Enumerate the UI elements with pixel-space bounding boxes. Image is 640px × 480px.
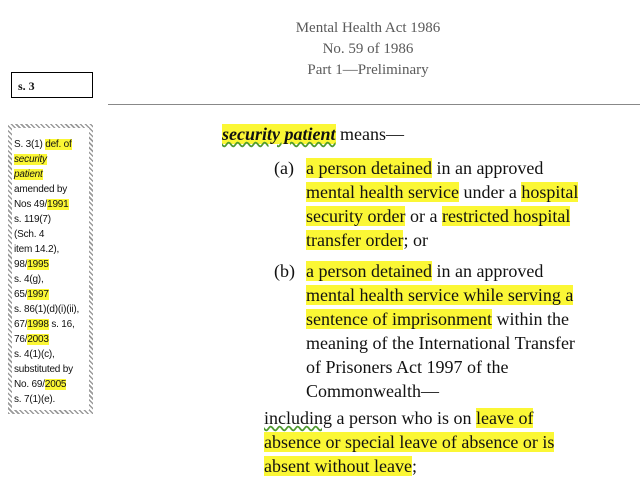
text-run: substituted by <box>14 364 73 375</box>
paragraph-a-text <box>306 156 578 252</box>
highlighted-text: 1997 <box>27 289 49 300</box>
paragraph-b-line <box>306 307 575 331</box>
trailer-line <box>264 454 554 478</box>
paragraph-a-line <box>306 156 578 180</box>
text-run: amended by <box>14 184 68 195</box>
margin-note-text <box>14 137 87 407</box>
text-run: 67/ <box>14 319 28 330</box>
text-run: in an approved <box>431 158 544 178</box>
highlighted-text: 2005 <box>44 379 67 390</box>
highlighted-text: absence or special leave of absence or is <box>264 432 555 452</box>
paragraph-b-line <box>306 259 575 283</box>
definition-heading <box>222 122 404 146</box>
highlighted-text: 2003 <box>27 334 49 345</box>
text-run: ; or <box>403 230 428 250</box>
header-divider <box>108 104 640 105</box>
act-title: Mental Health Act 1986 <box>295 20 441 36</box>
highlighted-text: security order <box>306 206 406 226</box>
text-run: of Prisoners Act 1997 of the <box>306 357 509 377</box>
highlighted-text: def. of <box>45 139 72 150</box>
text-run: s. 7(1)(e). <box>14 394 56 405</box>
paragraph-b-line <box>306 283 575 307</box>
highlighted-text: transfer order <box>306 230 404 250</box>
paragraph-a-line <box>306 180 578 204</box>
text-run: in an approved <box>431 261 544 281</box>
text-run: within the <box>491 309 569 329</box>
highlighted-text: leave of <box>475 408 534 428</box>
page-header <box>250 18 486 81</box>
section-reference-box <box>11 72 93 98</box>
trailer-line <box>264 430 554 454</box>
highlighted-text: patient <box>14 169 43 180</box>
text-run: meaning of the International Transfer <box>306 333 575 353</box>
paragraph-a-label: (a) <box>274 158 294 178</box>
part-heading: Part 1—Preliminary <box>307 62 429 78</box>
paragraph-b-text <box>306 259 575 403</box>
highlighted-text: mental health service <box>306 182 459 202</box>
act-number: No. 59 of 1986 <box>322 41 414 57</box>
text-run: s. 16, <box>48 319 75 330</box>
trailer-line <box>264 406 554 430</box>
text-run: 65/ <box>14 289 28 300</box>
defined-term: security patient <box>222 124 336 144</box>
text-run: (Sch. 4 <box>14 229 45 240</box>
text-run: s. 86(1)(d)(i)(ii), <box>14 304 80 315</box>
paragraph-a-line <box>306 204 578 228</box>
section-reference: s. 3 <box>18 79 35 93</box>
highlighted-text: 1991 <box>47 199 69 210</box>
text-run: s. 119(7) <box>14 214 51 225</box>
text-run: item 14.2), <box>14 244 60 255</box>
text-run: Nos 49/ <box>14 199 48 210</box>
text-run: s. 4(1)(c), <box>14 349 55 360</box>
text-run: s. 4(g), <box>14 274 44 285</box>
highlighted-text: absent without leave <box>264 456 412 476</box>
highlighted-text: mental health service while serving a <box>306 285 574 305</box>
highlighted-text: restricted hospital <box>441 206 571 226</box>
text-run: or a <box>405 206 442 226</box>
paragraph-b-label: (b) <box>274 261 295 281</box>
highlighted-text: security <box>14 154 47 165</box>
highlighted-text: 1998 <box>27 319 49 330</box>
text-run: No. 69/ <box>14 379 45 390</box>
text-run: a person who is on <box>332 408 476 428</box>
definition-means: means— <box>335 124 404 144</box>
text-run: 76/ <box>14 334 28 345</box>
highlighted-text: 1995 <box>27 259 49 270</box>
highlighted-text: a person detained <box>306 261 432 281</box>
highlighted-text: a person detained <box>306 158 432 178</box>
paragraph-a-line <box>306 228 578 252</box>
text-run: S. 3(1) <box>14 139 46 150</box>
text-run: Commonwealth— <box>306 381 439 401</box>
text-run: under a <box>458 182 522 202</box>
highlighted-text: hospital <box>521 182 579 202</box>
paragraph-b-line <box>306 331 575 355</box>
paragraph-b-line <box>306 355 575 379</box>
text-run: including <box>264 408 332 428</box>
definition-trailer <box>264 406 554 478</box>
text-run: 98/ <box>14 259 28 270</box>
margin-note <box>8 124 93 414</box>
paragraph-b-line <box>306 379 575 403</box>
highlighted-text: sentence of imprisonment <box>306 309 492 329</box>
text-run: ; <box>411 456 417 476</box>
